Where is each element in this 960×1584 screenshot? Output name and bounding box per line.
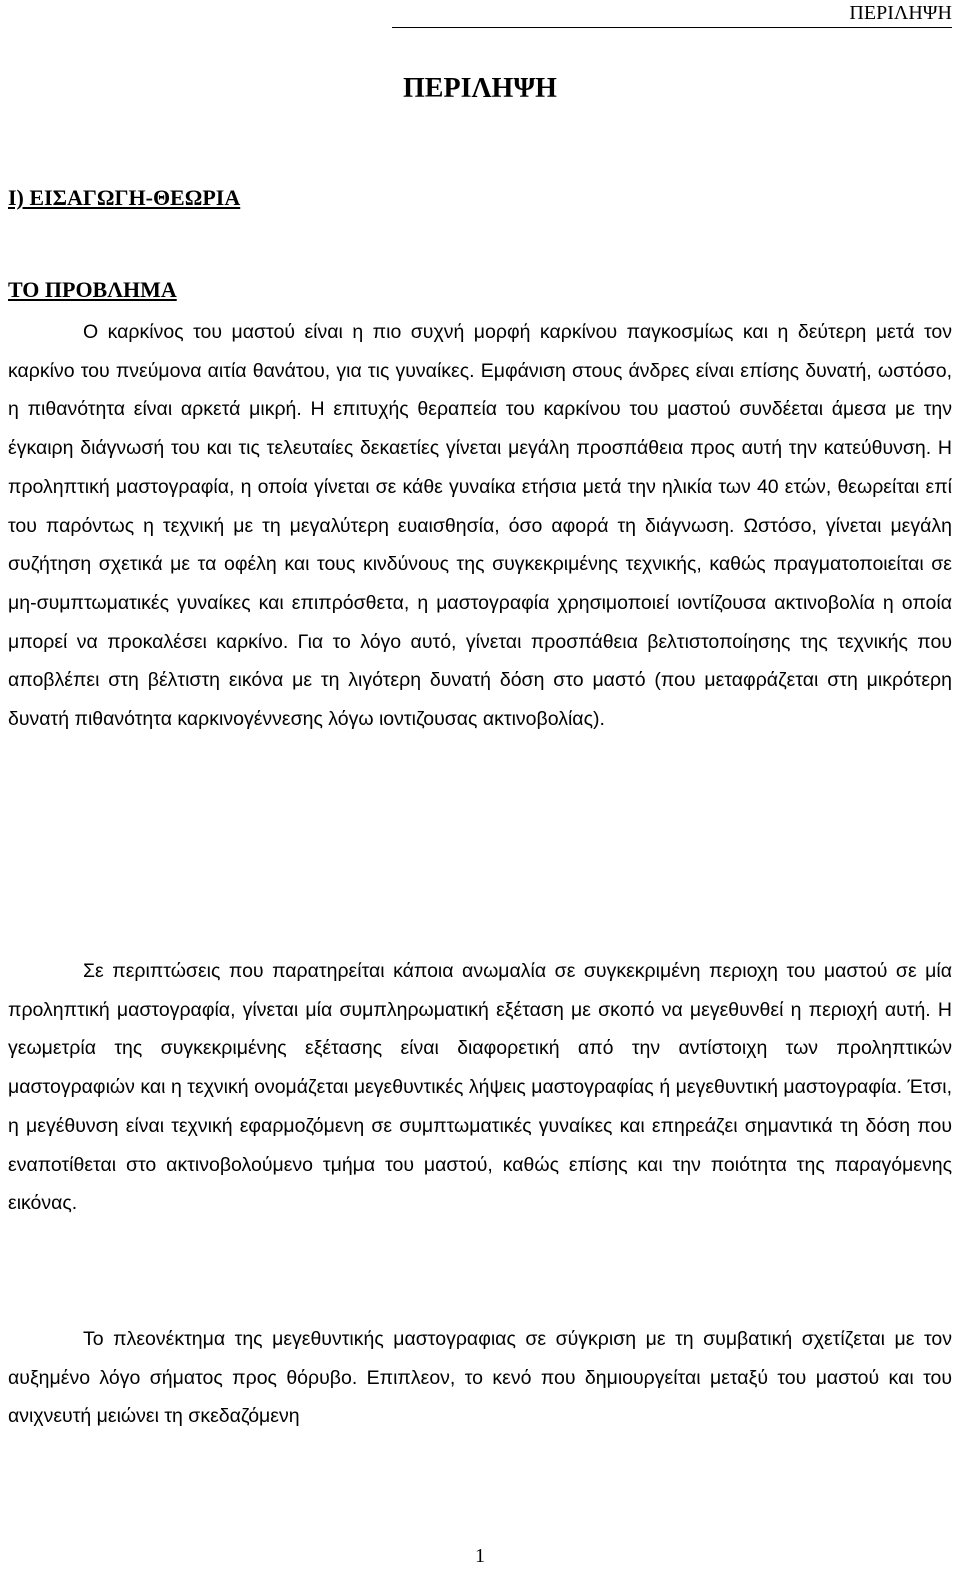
page-title: ΠΕΡΙΛΗΨΗ [403, 73, 557, 104]
running-header: ΠΕΡΙΛΗΨΗ [392, 2, 952, 28]
paragraph-1: Ο καρκίνος του μαστού είναι η πιο συχνή μορφή καρκίνου παγκοσμίως και η δεύτερη μετά τον καρκίνο του πνεύμονα αιτία θανάτου, για τις γυναίκες. Εμφάνιση στους άνδρες είναι επίσης δυνατή, ωστόσο, η πιθανότητα είναι αρκετά μικρή. Η επιτυχής θεραπεία του καρκίνου του μαστού συνδέεται άμεσα με την έγκαιρη διάγνωσή του και τις τελευταίες δεκαετίες γίνεται μεγάλη προσπάθεια προς αυτή την κατεύθυνση. Η προληπτική μαστογραφία, η οποία γίνεται σε κάθε γυναίκα ετήσια μετά την ηλικία των 40 ετών, θεωρείται επί του παρόντως η τεχνική με τη μεγαλύτερη ευαισθησία, όσο αφορά τη διάγνωση. Ωστόσο, γίνεται μεγάλη συζήτηση σχετικά με τα οφέλη και τους κινδύνους της συγκεκριμένης τεχνικής, καθώς πραγματοποιείται σε μη-συμπτωματικές γυναίκες και επιπρόσθετα, η μαστογραφία χρησιμοποιεί ιοντίζουσα ακτινοβολία η οποία μπορεί να προκαλέσει καρκίνο. Για το λόγο αυτό, γίνεται προσπάθεια βελτιστοποίησης της τεχνικής που αποβλέπει στη βέλτιστη εικόνα με τη λιγότερη δυνατή δόση στο μαστό (που μεταφράζεται στη μικρότερη δυνατή πιθανότητα καρκινογέννεσης λόγω ιοντιζουσας ακτινοβολίας). [8, 321, 952, 731]
sub-heading: ΤΟ ΠΡΟΒΛΗΜΑ [8, 277, 177, 302]
page-number: 1 [475, 1545, 485, 1567]
paragraph-2: Σε περιπτώσεις που παρατηρείται κάποια ανωμαλία σε συγκεκριμένη περιοχη του μαστού σε μία προληπτική μαστογραφία, γίνεται μία συμπληρωματική εξέταση με σκοπό να μεγεθυνθεί η περιοχή αυτή. Η γεωμετρία της συγκεκριμένης εξέτασης είναι διαφορετική από την αντίστοιχη των προληπτικών μαστογραφιών και η τεχνική ονομάζεται μεγεθυντικές λήψεις μαστογραφίας ή μεγεθυντική μαστογραφία. Έτσι, η μεγέθυνση είναι τεχνική εφαρμοζόμενη σε συμπτωματικές γυναίκες και επηρεάζει σημαντικά τη δόση που εναποτίθεται στο ακτινοβολούμενο τμήμα του μαστού, καθώς επίσης και την ποιότητα της παραγόμενης εικόνας. [8, 960, 952, 1215]
section-heading: Ι) ΕΙΣΑΓΩΓΗ-ΘΕΩΡΙΑ [8, 185, 241, 210]
paragraph-3: Το πλεονέκτημα της μεγεθυντικής μαστογραφιας σε σύγκριση με τη συμβατική σχετίζεται με τον αυξημένο λόγο σήματος προς θόρυβο. Επιπλεον, το κενό που δημιουργείται μεταξύ του μαστού και του ανιχνευτή μειώνει τη σκεδαζόμενη [8, 1328, 952, 1428]
